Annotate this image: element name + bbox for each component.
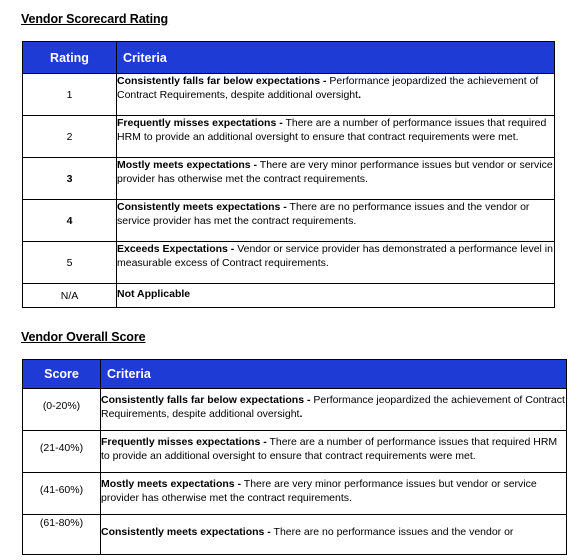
table-header-row	[23, 360, 567, 389]
table-row	[23, 158, 555, 200]
criteria-cell	[117, 242, 555, 284]
criteria-label: Mostly meets expectations -	[101, 478, 242, 490]
criteria-cell	[117, 284, 555, 308]
criteria-label: Consistently falls far below expectations -	[101, 394, 311, 406]
table-header-row	[23, 42, 555, 74]
criteria-label: Consistently meets expectations -	[101, 526, 271, 538]
table-row	[23, 431, 567, 473]
score-range: (61-80%)	[23, 515, 101, 555]
criteria-text: There are a number of performance issues that required HRM to provide an additional oversight to ensure that contract requirements were met.	[117, 117, 547, 143]
overall-score-title: Vendor Overall Score	[21, 330, 146, 344]
table-row	[23, 242, 555, 284]
criteria-text: There are no performance issues and the vendor or service provider has met the contract requirements.	[117, 201, 530, 227]
table-row	[23, 200, 555, 242]
criteria-label: Consistently falls far below expectations -	[117, 75, 327, 87]
score-range: (21-40%)	[23, 431, 101, 473]
criteria-column-header: Criteria	[117, 42, 555, 74]
criteria-cell	[117, 158, 555, 200]
criteria-text: There are no performance issues and the vendor or	[270, 526, 514, 538]
criteria-column-header: Criteria	[101, 360, 567, 389]
score-range: (41-60%)	[23, 473, 101, 515]
criteria-cell	[117, 200, 555, 242]
criteria-label: Frequently misses expectations -	[101, 436, 267, 448]
scorecard-title: Vendor Scorecard Rating	[21, 12, 169, 26]
rating-value: 2	[23, 116, 117, 158]
score-column-header: Score	[23, 360, 101, 389]
criteria-cell	[117, 116, 555, 158]
criteria-label: Mostly meets expectations -	[117, 159, 258, 171]
criteria-cell	[101, 473, 567, 515]
overall-score-table	[22, 359, 567, 555]
rating-value: 3	[23, 158, 117, 200]
criteria-label: Consistently meets expectations -	[117, 201, 287, 213]
criteria-text: Performance jeopardized the achievement of Contract Requirements, despite additional oversight	[117, 75, 539, 101]
criteria-label: Frequently misses expectations -	[117, 117, 283, 129]
criteria-end: .	[299, 408, 303, 420]
criteria-text: There are very minor performance issues but vendor or service provider has otherwise met the contract requirements.	[101, 478, 537, 504]
table-row	[23, 515, 567, 555]
criteria-label: Exceeds Expectations -	[117, 243, 235, 255]
rating-value: 4	[23, 200, 117, 242]
criteria-text: There are a number of performance issues that required HRM to provide an additional oversight to ensure that contract requirements were met.	[101, 436, 558, 462]
criteria-text: There are very minor performance issues but vendor or service provider has otherwise met the contract requirements.	[117, 159, 553, 185]
criteria-label: Not Applicable	[117, 288, 191, 300]
rating-value: 5	[23, 242, 117, 284]
table-row	[23, 473, 567, 515]
criteria-cell	[117, 74, 555, 116]
table-row	[23, 284, 555, 308]
score-range: (0-20%)	[23, 389, 101, 431]
criteria-end: .	[358, 89, 361, 101]
rating-value: 1	[23, 74, 117, 116]
criteria-cell	[101, 515, 567, 555]
table-row	[23, 389, 567, 431]
criteria-cell	[101, 431, 567, 473]
table-row	[23, 74, 555, 116]
rating-value: N/A	[23, 284, 117, 308]
criteria-cell	[101, 389, 567, 431]
table-row	[23, 116, 555, 158]
scorecard-table	[22, 41, 555, 308]
criteria-text: Vendor or service provider has demonstrated a performance level in measurable excess of Contract requirements.	[117, 243, 553, 269]
rating-column-header: Rating	[23, 42, 117, 74]
criteria-text: Performance jeopardized the achievement of Contract Requirements, despite additional oversight	[101, 394, 565, 420]
